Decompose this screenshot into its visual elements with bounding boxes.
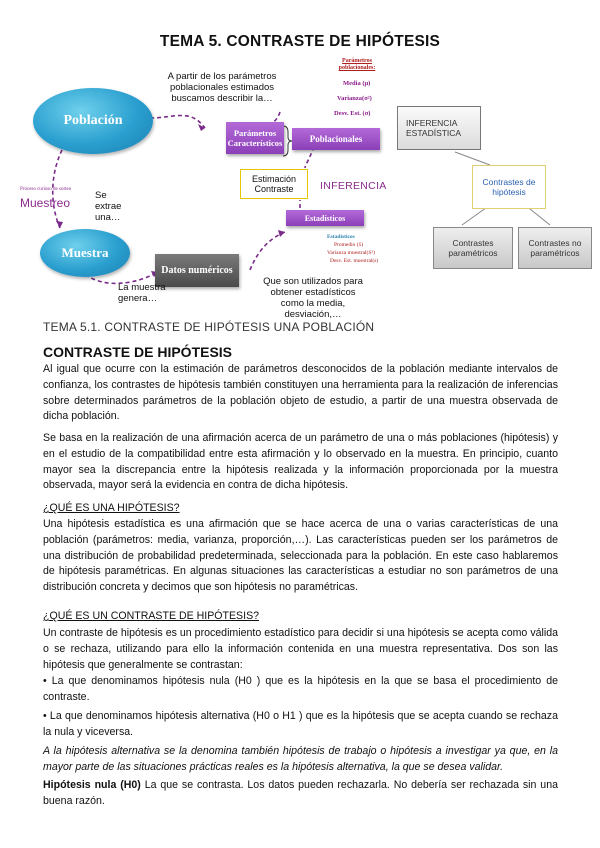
param-varianza: Varianza(σ²) [337,95,372,102]
proceso-note: Proceso curioso de sorteo [20,187,72,192]
connector-datos-estadisticos [250,232,285,270]
datos-box: Datos numéricos [155,254,239,287]
paragraph-1: Al igual que ocurre con la estimación de parámetros desconocidos de la población mediante intervalos de confianza, los contrastes de hipótesis también constituyen una herramienta para la realización de inferencias sobre determinados parámetros de la población objeto de estudio, a partir de una muestra observada de dicha población. [43,363,558,423]
connector-poblacion-parametros [150,116,205,129]
section-heading: TEMA 5.1. CONTRASTE DE HIPÓTESIS UNA POBLACIÓN [43,320,375,334]
est-list-item: Promedio (x̄) [334,242,364,248]
main-heading: CONTRASTE DE HIPÓTESIS [43,344,233,360]
tree-left: Contrastes paramétricos [433,227,513,269]
parametros-box: Parámetros Característicos [226,122,284,154]
param-media: Media (μ) [343,80,371,87]
tree-right: Contrastes no paramétricos [518,227,592,269]
muestra-genera-note: La muestra genera… [118,282,166,304]
bullet-hipotesis-alternativa: • La que denominamos hipótesis alternativa (H0 o H1 ) que es la hipótesis que se acepta cuando se rechaza la nula y viceversa. [43,710,558,738]
est-list-item: Desv. Est. muestral(s) [330,258,379,264]
tree-mid: Contrastes de hipótesis [472,165,546,209]
note-parametros: A partir de los parámetros poblacionales estimados buscamos describir la… [167,71,277,104]
subheading-que-es-contraste: ¿QUÉ ES UN CONTRASTE DE HIPÓTESIS? [43,610,260,622]
est-list-item: Varianza muestral(S²) [327,250,375,256]
estadisticos-box: Estadísticos [286,210,364,226]
utilizados-note: Que son utilizados para obtener estadísticos como la media, desviación,… [263,276,363,320]
param-list-title: Parámetros poblacionales: [338,58,376,71]
param-desv: Desv. Est. (σ) [334,110,371,117]
poblacionales-box: Poblacionales [292,128,380,150]
inferencia-label: INFERENCIA [320,180,387,192]
poblacion-node: Población [33,88,153,154]
paragraph-3: Una hipótesis estadística es una afirmación que se hace acerca de una o varias características de una población (parámetros: media, varianza, proporción,…). Las características pueden ser los parámetros de una distribución de probabilidad predeterminada, seleccionada para la población. En este caso hablaremos de hipótesis paramétricas. En algunas situaciones las características a estudiar no son parámetros de una distribución concreta y decimos que son hipótesis no paramétricas. [43,518,558,594]
estimacion-box: Estimación Contraste [240,169,308,199]
est-list-item: Estadísticos [327,234,355,240]
bullet-hipotesis-nula: • La que denominamos hipótesis nula (H0 ) que es la hipótesis en la que se basa el procedimiento de contraste. [43,675,558,703]
paragraph-2: Se basa en la realización de una afirmación acerca de un parámetro de una o más poblaciones (hipótesis) y en el estudio de la compatibilidad entre esta afirmación y lo observado en la muestra. En principio, cuanto mayor sea la discrepancia entre la hipótesis realizada y la información proporcionada por la muestra observada, mayor será la evidencia en contra de dicha hipótesis. [43,432,558,492]
tree-root: INFERENCIA ESTADÍSTICA [397,106,481,150]
se-extrae-note: Se extrae una… [95,190,122,223]
h0-text: La que se contrasta. Los datos pueden rechazarla. No debería ser rechazada sin una buena razón. [43,779,558,807]
paragraph-h0 [43,778,558,810]
paragraph-4: Un contraste de hipótesis es un procedimiento estadístico para decidir si una hipótesis se acepta como válida o se rechaza, utilizando para ello la información contenida en una muestra representativa. Dos son las hipótesis que generalmente se contrastan: [43,627,558,671]
muestreo-label: Muestreo [20,196,71,210]
page-title: TEMA 5. CONTRASTE DE HIPÓTESIS [159,33,441,50]
muestra-node: Muestra [40,229,130,277]
brace-icon [283,126,292,156]
h0-label: Hipótesis nula (H0) [43,779,141,791]
subheading-que-es-hipotesis: ¿QUÉ ES UNA HIPÓTESIS? [43,502,180,514]
tree-line-root-mid [455,152,490,165]
paragraph-5: A la hipótesis alternativa se la denomina también hipótesis de trabajo o hipótesis a investigar ya que, en la mayor parte de las situaciones prácticas reales es la hipótesis alternativa, la que se desea validar. [43,745,558,773]
